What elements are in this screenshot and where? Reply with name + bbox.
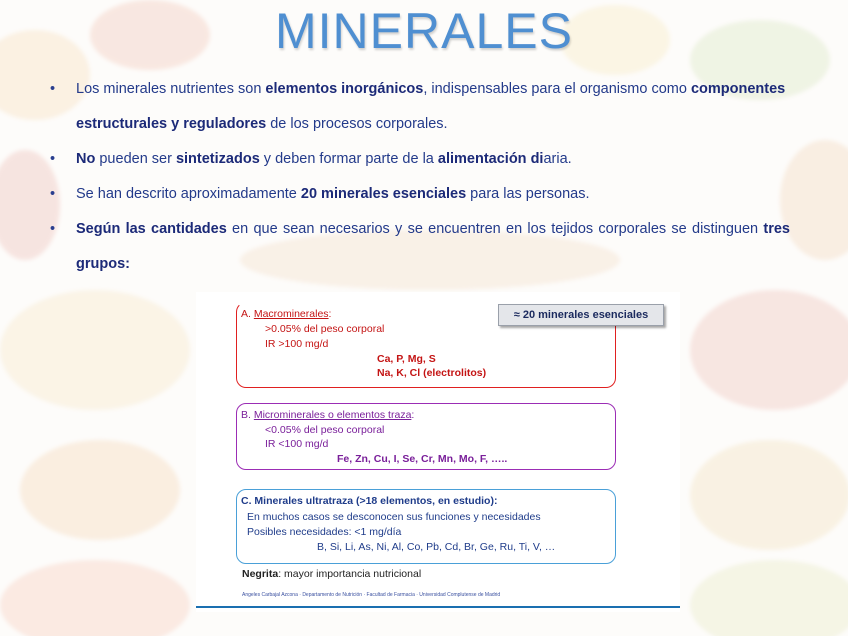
bullet-text: en que sean necesarios y se encuentren en los tejidos corporales se distinguen xyxy=(226,221,764,237)
group-b-name: Microminerales o elementos traza xyxy=(253,409,412,421)
bullet-bold-text: alimentación di xyxy=(437,151,544,167)
figure-bottom-rule xyxy=(196,606,680,608)
group-b-box xyxy=(236,403,616,470)
group-b-line: <0.05% del peso corporal xyxy=(265,424,385,436)
bullet-bold-text: elementos inorgánicos xyxy=(265,81,424,97)
bullet-bold-text: sintetizados xyxy=(175,151,260,167)
bullet-bold-text: tres grupos: xyxy=(76,221,790,272)
group-a-name: Macrominerales xyxy=(253,308,329,320)
bullet-bold-text: Según las cantidades xyxy=(76,221,227,237)
minerals-groups-figure xyxy=(196,292,680,612)
bullet-text: pueden ser xyxy=(95,151,176,167)
bullet-bold-text: No xyxy=(76,151,96,167)
group-c-title: C. Minerales ultratraza (>18 elementos, en estudio): xyxy=(241,495,498,507)
group-b-colon: : xyxy=(411,409,415,421)
group-c-line: En muchos casos se desconocen sus funciones y necesidades xyxy=(247,511,541,523)
bullet-text: de los procesos corporales. xyxy=(266,116,448,132)
group-c-line: Posibles necesidades: <1 mg/día xyxy=(247,526,402,538)
bullet-dot-icon: • xyxy=(50,81,56,97)
group-a-line: Ca, P, Mg, S xyxy=(377,353,436,365)
bullet-text: Los minerales nutrientes son xyxy=(76,81,266,97)
bullet-bold-text: componentes estructurales y reguladores xyxy=(76,81,786,132)
bullet-item xyxy=(46,177,790,212)
bullet-text: , indispensables para el organismo como xyxy=(423,81,691,97)
group-a-line: IR >100 mg/d xyxy=(265,338,329,350)
bullet-dot-icon: • xyxy=(50,221,56,237)
group-c-box xyxy=(236,489,616,564)
bullet-text: aria. xyxy=(543,151,572,167)
bullet-item xyxy=(46,142,790,177)
bullet-bold-text: 20 minerales esenciales xyxy=(300,186,467,202)
bullet-dot-icon: • xyxy=(50,151,56,167)
page-title: MINERALES xyxy=(275,3,573,59)
group-b-title xyxy=(241,408,414,423)
bullet-dot-icon: • xyxy=(50,186,56,202)
group-a-line: Na, K, Cl (electrolitos) xyxy=(377,367,487,379)
group-a-title xyxy=(241,307,331,322)
group-c-line: B, Si, Li, As, Ni, Al, Co, Pb, Cd, Br, Ge, Ru, Ti, V, … xyxy=(317,541,556,553)
bullet-text: Se han descrito aproximadamente xyxy=(76,186,301,202)
group-a-colon: : xyxy=(328,308,332,320)
group-a-letter: A. xyxy=(241,308,254,320)
bullet-text: para las personas. xyxy=(466,186,590,202)
group-a-line: >0.05% del peso corporal xyxy=(265,323,385,335)
bullet-text: y deben formar parte de la xyxy=(259,151,438,167)
legend-text: : mayor importancia nutricional xyxy=(278,568,422,580)
group-b-line: IR <100 mg/d xyxy=(265,438,329,450)
figure-legend xyxy=(242,568,421,580)
figure-footer: Ángeles Carbajal Azcona · Departamento de Nutrición · Facultad de Farmacia · Universidad Complutense de Madrid xyxy=(242,592,501,598)
group-b-letter: B. xyxy=(241,409,254,421)
legend-bold: Negrita xyxy=(242,568,279,580)
bullet-list xyxy=(46,72,790,282)
bullet-item xyxy=(46,212,790,282)
bullet-item xyxy=(46,72,790,142)
essential-minerals-badge: ≈ 20 minerales esenciales xyxy=(498,304,664,326)
group-b-line: Fe, Zn, Cu, I, Se, Cr, Mn, Mo, F, ….. xyxy=(337,453,508,465)
